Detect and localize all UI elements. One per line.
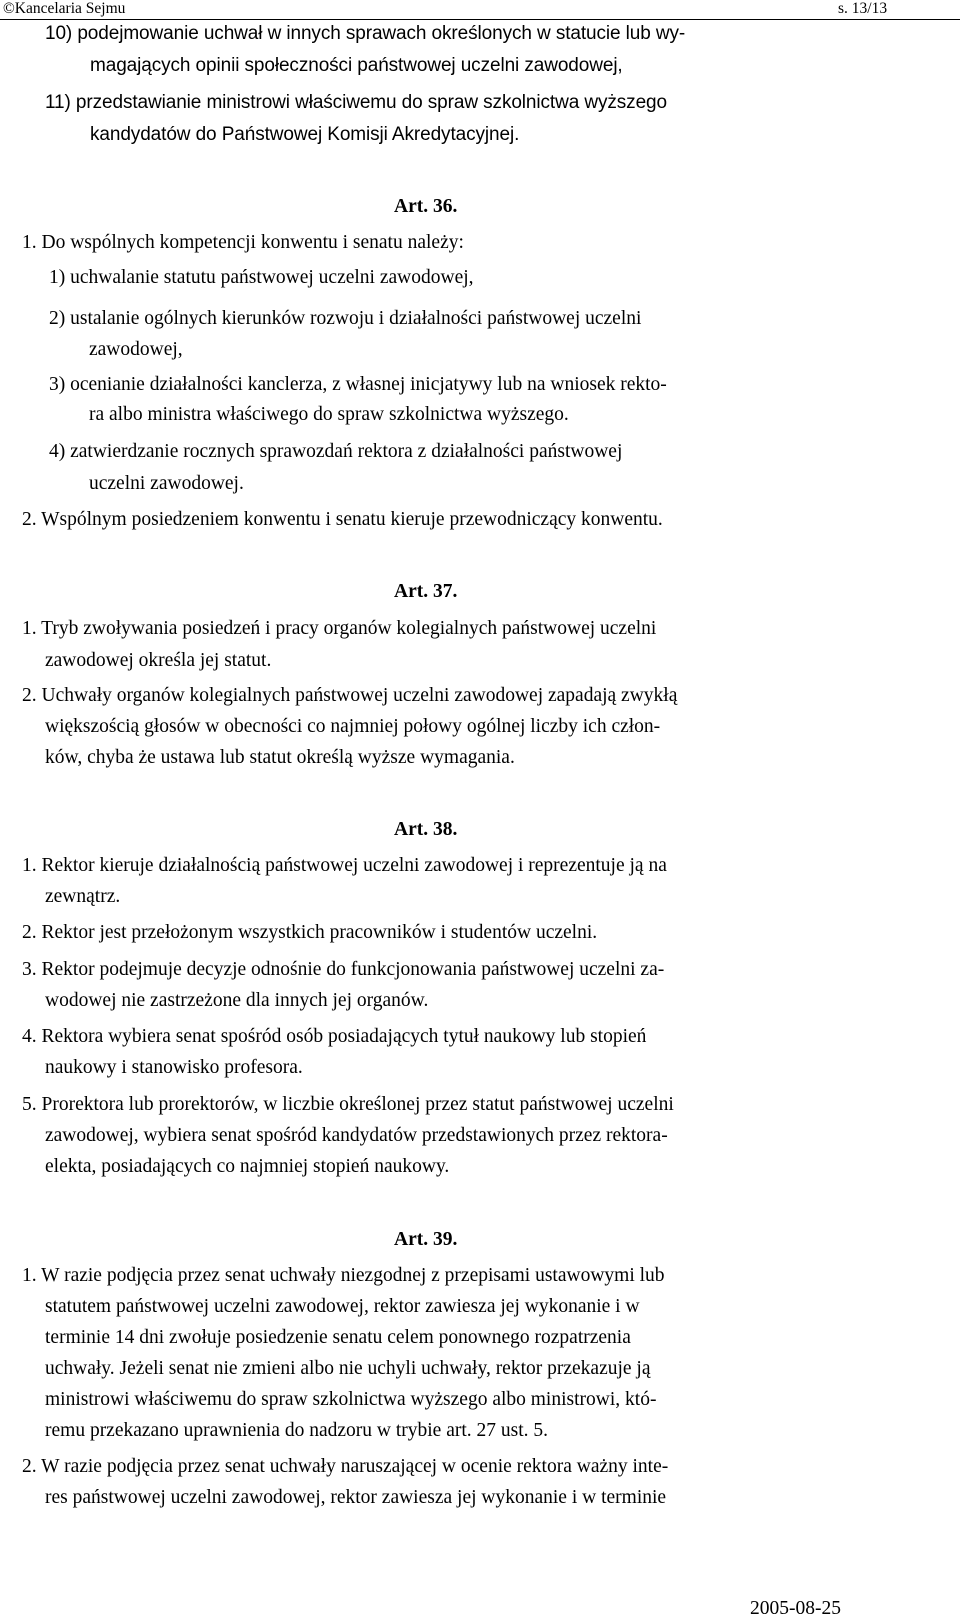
a36-pkt-3-line-1: 3) ocenianie działalności kanclerza, z własnej inicjatywy lub na wniosek rekto- bbox=[49, 374, 667, 395]
a36-ust-1: 1. Do wspólnych kompetencji konwentu i senatu należy: bbox=[22, 232, 464, 253]
article-38-heading: Art. 38. bbox=[394, 819, 458, 840]
a36-ust-2: 2. Wspólnym posiedzeniem konwentu i senatu kieruje przewodniczący konwentu. bbox=[22, 509, 663, 530]
a36-pkt-4-line-1: 4) zatwierdzanie rocznych sprawozdań rektora z działalności państwowej bbox=[49, 441, 623, 462]
a39-ust-1-line-2: statutem państwowej uczelni zawodowej, rektor zawiesza jej wykonanie i w bbox=[45, 1296, 640, 1317]
a35-item-11-line-2: kandydatów do Państwowej Komisji Akredytacyjnej. bbox=[90, 124, 520, 145]
a38-ust-2: 2. Rektor jest przełożonym wszystkich pracowników i studentów uczelni. bbox=[22, 922, 598, 943]
a36-pkt-3-line-2: ra albo ministra właściwego do spraw szkolnictwa wyższego. bbox=[89, 404, 569, 425]
header-page-number: s. 13/13 bbox=[838, 0, 888, 17]
article-39-heading: Art. 39. bbox=[394, 1229, 458, 1250]
a39-ust-1-line-5: ministrowi właściwemu do spraw szkolnictwa wyższego albo ministrowi, któ- bbox=[45, 1389, 657, 1410]
a36-pkt-2-line-1: 2) ustalanie ogólnych kierunków rozwoju i działalności państwowej uczelni bbox=[49, 308, 642, 329]
a38-ust-1-line-2: zewnątrz. bbox=[45, 886, 121, 907]
a37-ust-2-line-1: 2. Uchwały organów kolegialnych państwowej uczelni zawodowej zapadają zwykłą bbox=[22, 685, 678, 706]
a38-ust-5-line-2: zawodowej, wybiera senat spośród kandydatów przedstawionych przez rektora- bbox=[45, 1125, 668, 1146]
a39-ust-1-line-1: 1. W razie podjęcia przez senat uchwały niezgodnej z przepisami ustawowymi lub bbox=[22, 1265, 665, 1286]
a38-ust-4-line-2: naukowy i stanowisko profesora. bbox=[45, 1057, 303, 1078]
a35-item-10-line-2: magających opinii społeczności państwowej uczelni zawodowej, bbox=[90, 55, 623, 76]
a38-ust-1-line-1: 1. Rektor kieruje działalnością państwowej uczelni zawodowej i reprezentuje ją na bbox=[22, 855, 667, 876]
a37-ust-2-line-3: ków, chyba że ustawa lub statut określą wyższe wymagania. bbox=[45, 747, 515, 768]
a38-ust-3-line-2: wodowej nie zastrzeżone dla innych jej organów. bbox=[45, 990, 429, 1011]
a35-item-11-line-1: 11) przedstawianie ministrowi właściwemu do spraw szkolnictwa wyższego bbox=[45, 92, 667, 113]
article-36-heading: Art. 36. bbox=[394, 196, 458, 217]
a39-ust-1-line-3: terminie 14 dni zwołuje posiedzenie senatu celem ponownego rozpatrzenia bbox=[45, 1327, 631, 1348]
article-37-heading: Art. 37. bbox=[394, 581, 458, 602]
a39-ust-1-line-6: remu przekazano uprawnienia do nadzoru w trybie art. 27 ust. 5. bbox=[45, 1420, 549, 1441]
a38-ust-5-line-3: elekta, posiadających co najmniej stopień naukowy. bbox=[45, 1156, 450, 1177]
a38-ust-5-line-1: 5. Prorektora lub prorektorów, w liczbie określonej przez statut państwowej uczelni bbox=[22, 1094, 674, 1115]
footer-date: 2005-08-25 bbox=[750, 1598, 841, 1619]
header-source: ©Kancelaria Sejmu bbox=[3, 0, 126, 17]
a39-ust-1-line-4: uchwały. Jeżeli senat nie zmieni albo nie uchyli uchwały, rektor przekazuje ją bbox=[45, 1358, 651, 1379]
a37-ust-1-line-1: 1. Tryb zwoływania posiedzeń i pracy organów kolegialnych państwowej uczelni bbox=[22, 618, 657, 639]
a39-ust-2-line-2: res państwowej uczelni zawodowej, rektor zawiesza jej wykonanie i w terminie bbox=[45, 1487, 667, 1508]
a37-ust-2-line-2: większością głosów w obecności co najmniej połowy ogólnej liczby ich człon- bbox=[45, 716, 661, 737]
a38-ust-3-line-1: 3. Rektor podejmuje decyzje odnośnie do funkcjonowania państwowej uczelni za- bbox=[22, 959, 665, 980]
a37-ust-1-line-2: zawodowej określa jej statut. bbox=[45, 650, 272, 671]
a36-pkt-1: 1) uchwalanie statutu państwowej uczelni zawodowej, bbox=[49, 267, 474, 288]
a36-pkt-2-line-2: zawodowej, bbox=[89, 339, 183, 360]
a35-item-10-line-1: 10) podejmowanie uchwał w innych sprawach określonych w statucie lub wy- bbox=[45, 23, 686, 44]
a39-ust-2-line-1: 2. W razie podjęcia przez senat uchwały naruszającej w ocenie rektora ważny inte- bbox=[22, 1456, 669, 1477]
a36-pkt-4-line-2: uczelni zawodowej. bbox=[89, 473, 244, 494]
a38-ust-4-line-1: 4. Rektora wybiera senat spośród osób posiadających tytuł naukowy lub stopień bbox=[22, 1026, 647, 1047]
